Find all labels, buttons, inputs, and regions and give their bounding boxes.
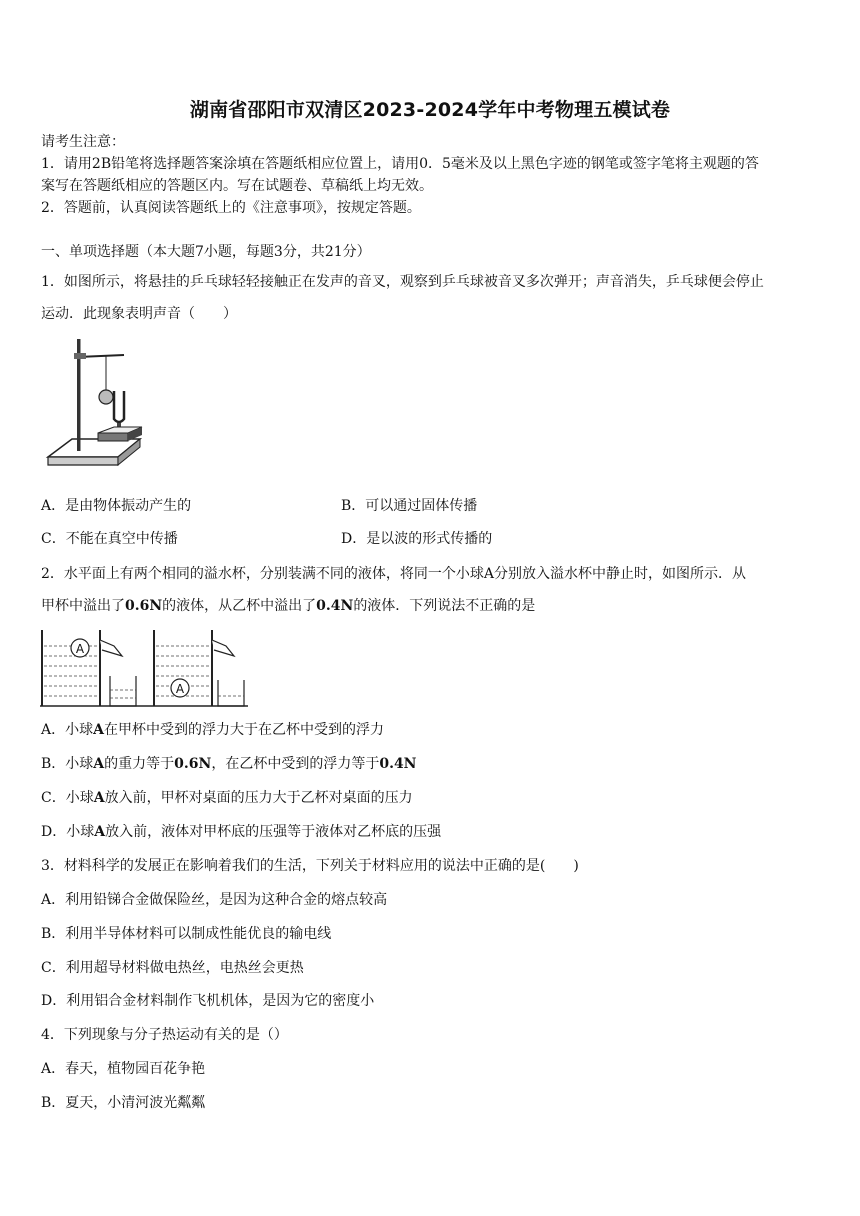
cup-jia — [42, 630, 136, 706]
option-value: 0.4N — [379, 756, 417, 772]
option-text: 是以波的形式传播的 — [366, 531, 493, 547]
section-heading: 一、单项选择题（本大题7小题，每题3分，共21分） — [41, 244, 371, 260]
option-text: 放入前，甲杯对桌面的压力大于乙杯对桌面的压力 — [104, 790, 413, 806]
q1-tuning-fork-figure — [44, 335, 146, 475]
page-title: 湖南省邵阳市双清区2023-2024学年中考物理五模试卷 — [189, 99, 671, 121]
notice-item-1-cont: 案写在答题纸相应的答题区内。写在试题卷、草稿纸上均无效。 — [41, 178, 433, 194]
notice-item-2: 2．答题前，认真阅读答题纸上的《注意事项》，按规定答题。 — [41, 200, 421, 216]
option-text: 在甲杯中受到的浮力大于在乙杯中受到的浮力 — [104, 722, 384, 738]
option-letter: A． — [41, 1061, 66, 1077]
ball-label-yi: A — [175, 682, 185, 696]
q1-option-b[interactable] — [341, 497, 477, 515]
q2-stem-part: 甲杯中溢出了 — [41, 598, 125, 614]
q4-option-b[interactable] — [41, 1094, 205, 1112]
option-value: 0.6N — [174, 756, 212, 772]
option-letter: D． — [41, 824, 67, 840]
cup-yi — [154, 630, 244, 706]
option-letter: B． — [41, 1095, 66, 1111]
option-text: 的重力等于 — [104, 756, 175, 772]
option-text: 小球 — [65, 722, 94, 738]
option-text: 可以通过固体传播 — [365, 498, 478, 514]
q3-option-a[interactable] — [41, 891, 387, 909]
q1-option-c[interactable] — [41, 530, 178, 548]
option-letter: B． — [341, 498, 366, 514]
option-ball-name: A — [94, 824, 106, 840]
notice-heading: 请考生注意： — [41, 134, 125, 150]
option-text: 利用超导材料做电热丝，电热丝会更热 — [65, 960, 304, 976]
option-text: 小球 — [66, 824, 95, 840]
option-letter: A． — [41, 722, 66, 738]
option-text: 小球 — [65, 756, 94, 772]
q2-stem-value-yi: 0.4N — [316, 598, 354, 614]
option-letter: A． — [41, 892, 66, 908]
option-letter: C． — [41, 960, 66, 976]
q2-stem-part: 的液体，从乙杯中溢出了 — [162, 598, 317, 614]
q2-option-a[interactable] — [41, 721, 384, 739]
option-text: 放入前，液体对甲杯底的压强等于液体对乙杯底的压强 — [105, 824, 442, 840]
q2-option-b[interactable] — [41, 755, 416, 773]
option-text: 小球 — [65, 790, 94, 806]
q1-stem-line1: 1．如图所示，将悬挂的乒乓球轻轻接触正在发声的音叉，观察到乒乓球被音叉多次弹开；声音消失，乒乓球便会停止 — [41, 274, 764, 290]
q2-stem-line2 — [41, 597, 535, 615]
option-ball-name: A — [93, 722, 104, 738]
option-letter: B． — [41, 926, 66, 942]
option-letter: D． — [41, 993, 67, 1009]
option-text: ，在乙杯中受到的浮力等于 — [211, 756, 380, 772]
q3-option-b[interactable] — [41, 925, 331, 943]
q4-stem: 4．下列现象与分子热运动有关的是（） — [41, 1027, 288, 1043]
q2-stem-line1: 2．水平面上有两个相同的溢水杯，分别装满不同的液体，将同一个小球A分别放入溢水杯中静止时，如图所示．从 — [41, 566, 747, 582]
option-ball-name: A — [93, 756, 105, 772]
option-text: 是由物体振动产生的 — [65, 498, 192, 514]
notice-item-1: 1．请用2B铅笔将选择题答案涂填在答题纸相应位置上，请用0．5毫米及以上黑色字迹的钢笔或签字笔将主观题的答 — [41, 156, 759, 172]
option-letter: D． — [341, 531, 367, 547]
option-letter: C． — [41, 531, 66, 547]
q1-stem-line2: 运动．此现象表明声音（ ） — [41, 306, 237, 322]
q2-stem-value-jia: 0.6N — [125, 598, 163, 614]
ball-label-jia: A — [75, 642, 85, 656]
q1-option-d[interactable] — [341, 530, 492, 548]
q2-option-d[interactable] — [41, 823, 441, 841]
q3-option-d[interactable] — [41, 992, 374, 1010]
option-text: 不能在真空中传播 — [65, 531, 178, 547]
q3-stem: 3．材料科学的发展正在影响着我们的生活，下列关于材料应用的说法中正确的是( ) — [41, 858, 579, 874]
q2-overflow-cups-figure — [40, 626, 250, 710]
option-letter: C． — [41, 790, 66, 806]
option-ball-name: A — [93, 790, 105, 806]
option-text: 利用半导体材料可以制成性能优良的输电线 — [65, 926, 332, 942]
option-letter: B． — [41, 756, 66, 772]
option-text: 春天，植物园百花争艳 — [65, 1061, 206, 1077]
option-letter: A． — [41, 498, 66, 514]
q3-option-c[interactable] — [41, 959, 304, 977]
option-text: 夏天，小清河波光粼粼 — [65, 1095, 206, 1111]
q2-stem-part: 的液体．下列说法不正确的是 — [353, 598, 536, 614]
q2-option-c[interactable] — [41, 789, 413, 807]
q4-option-a[interactable] — [41, 1060, 205, 1078]
q1-option-a[interactable] — [41, 497, 191, 515]
option-text: 利用铅锑合金做保险丝，是因为这种合金的熔点较高 — [65, 892, 388, 908]
option-text: 利用铝合金材料制作飞机机体，是因为它的密度小 — [66, 993, 375, 1009]
